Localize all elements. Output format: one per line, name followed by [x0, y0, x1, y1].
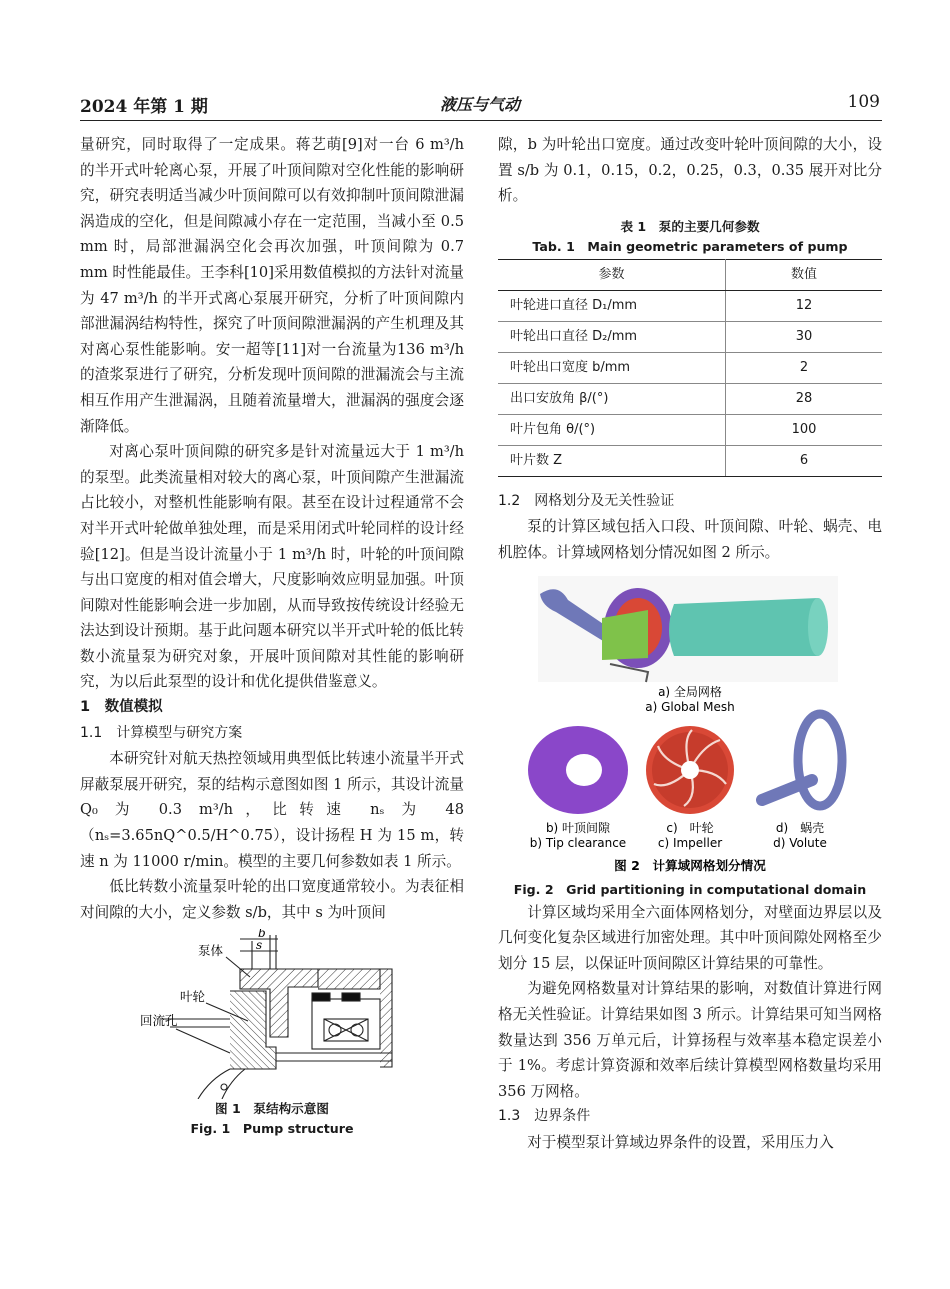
table-row: 出口安放角 β/(°) 28 [498, 383, 882, 414]
paragraph: 计算区域均采用全六面体网格划分，对壁面边界层以及几何变化复杂区域进行加密处理。其中叶顶间隙处网格至少划分 15 层，以保证叶顶间隙区计算结果的可靠性。 [498, 903, 882, 972]
table-header-param: 参数 [498, 259, 726, 290]
fig2d-caption-cn: d) 蜗壳 [775, 820, 825, 835]
table-row: 叶片数 Z 6 [498, 445, 882, 476]
right-column [498, 132, 882, 1156]
table1-caption-cn: 表 1 泵的主要几何参数 [620, 218, 760, 234]
mesh-renderings [498, 570, 882, 880]
table-row: 叶片包角 θ/(°) 100 [498, 414, 882, 445]
paragraph: 泵的计算区域包括入口段、叶顶间隙、叶轮、蜗壳、电机腔体。计算域网格划分情况如图 2 所示。 [498, 518, 882, 561]
figure1-caption-en: Fig. 1 Pump structure [190, 1121, 354, 1137]
fig2a-caption-en: a) Global Mesh [645, 699, 735, 714]
fig2b-caption-cn: b) 叶顶间隙 [545, 820, 611, 835]
section-heading: 1 数值模拟 [80, 699, 163, 716]
fig2c-caption-cn: c) 叶轮 [666, 820, 714, 835]
figure-grid-partitioning [498, 570, 882, 880]
paragraph: 为避免网格数量对计算结果的影响，对数值计算进行网格无关性验证。计算结果如图 3 所示。计算结果可知当网格数量达到 356 万单元后，计算扬程与效率基本稳定误差小于 1%。考虑计算资源和效率后续计算模型网格数量均采用 356 万网格。 [498, 980, 882, 1100]
table-row: 叶轮出口宽度 b/mm 2 [498, 352, 882, 383]
figure2-caption-cn: 图 2 计算域网格划分情况 [614, 857, 766, 873]
paragraph: 对离心泵叶顶间隙的研究多是针对流量远大于 1 m³/h 的泵型。此类流量相对较大的离心泵，叶顶间隙产生泄漏流占比较小，对整机性能影响有限。甚至在设计过程通常不会对半开式叶轮做单独处理，而是采用闭式叶轮同样的设计经验[12]。但是当设计流量小于 1 m³/h 时，叶轮的叶顶间隙与出口宽度的相对值会增大，尺度影响效应明显加强。叶顶间隙对性能影响会进一步加剧，从而导致按传统设计经验无法达到设计预期。基于此问题本研究以半开式叶轮的低比转数小流量泵为研究对象，开展叶顶间隙对其性能的影响研究，为以后此泵型的设计和优化提供借鉴意义。 [80, 443, 464, 691]
table1-caption-en: Tab. 1 Main geometric parameters of pump [532, 238, 848, 254]
subsection-heading: 1.2 网格划分及无关性验证 [498, 492, 675, 509]
fig2b-caption-en: b) Tip clearance [529, 835, 627, 850]
figure1-caption-cn: 图 1 泵结构示意图 [215, 1101, 329, 1117]
fig1-label-body: 泵体 [198, 943, 224, 959]
figure2-caption-en: Fig. 2 Grid partitioning in computational domain [513, 881, 867, 897]
fig1-label-b: b [258, 929, 266, 941]
header-rule [80, 120, 882, 121]
subsection-heading: 1.1 计算模型与研究方案 [80, 724, 243, 741]
table-row: 叶轮出口直径 D₂/mm 30 [498, 321, 882, 352]
fig1-label-impeller: 叶轮 [180, 989, 206, 1005]
paragraph: 量研究，同时取得了一定成果。蒋艺萌[9]对一台 6 m³/h 的半开式叶轮离心泵，开展了叶顶间隙对空化性能的影响研究，研究表明适当减少叶顶间隙可以有效抑制叶顶间隙泄漏涡造成的空化，但是间隙减小存在一定范围，当减小至 0.5 mm 时，局部泄漏涡空化会再次加强，叶顶间隙为 0.7 mm 时性能最佳。王李科[10]采用数值模拟的方法针对流量为 47 m³/h 的半开式离心泵展开研究，分析了叶顶间隙内部泄漏涡结构特性，探究了叶顶间隙泄漏涡的产生机理及其对离心泵性能影响。安一超等[11]对一台流量为136 m³/h 的渣浆泵进行了研究，分析发现叶顶间隙的泄漏流会与主流相互作用产生泄漏涡，且随着流量增大，泄漏涡的强度会逐渐降低。 [80, 136, 464, 435]
issue-label: 2024 年第 1 期 [80, 97, 208, 117]
table-header-value: 数值 [726, 259, 883, 290]
fig1-label-hole: 回流孔 [140, 1013, 178, 1029]
paragraph: 对于模型泵计算域边界条件的设置，采用压力入 [527, 1133, 834, 1151]
page-number: 109 [847, 92, 880, 112]
figure-pump-structure [80, 929, 464, 1099]
paragraph: 本研究针对航天热控领域用典型低比转速小流量半开式屏蔽泵展开研究，泵的结构示意图如图 1 所示，其设计流量 Q₀ 为 0.3 m³/h，比转速 nₛ 为 48（nₛ=3.65nQ^0.5/H^0.75），设计扬程 H 为 15 m，转速 n 为 11000 r/min。模型的主要几何参数如表 1 所示。 [80, 750, 464, 870]
running-header [80, 92, 880, 118]
fig2c-caption-en: c) Impeller [657, 835, 723, 850]
fig2d-caption-en: d) Volute [773, 835, 827, 850]
paragraph: 隙，b 为叶轮出口宽度。通过改变叶轮叶顶间隙的大小，设置 s/b 为 0.1，0.15，0.2，0.25，0.3，0.35 展开对比分析。 [498, 136, 882, 205]
pump-structure-diagram [80, 929, 464, 1099]
fig2a-caption-cn: a) 全局网格 [658, 684, 722, 699]
fig1-label-s: s [256, 938, 263, 953]
paragraph: 低比转数小流量泵叶轮的出口宽度通常较小。为表征相对间隙的大小，定义参数 s/b，其中 s 为叶顶间 [80, 878, 464, 921]
parameter-table [498, 259, 882, 477]
left-column [80, 132, 464, 1139]
subsection-heading: 1.3 边界条件 [498, 1108, 591, 1125]
journal-title: 液压与气动 [439, 95, 520, 114]
table-row: 叶轮进口直径 D₁/mm 12 [498, 290, 882, 321]
